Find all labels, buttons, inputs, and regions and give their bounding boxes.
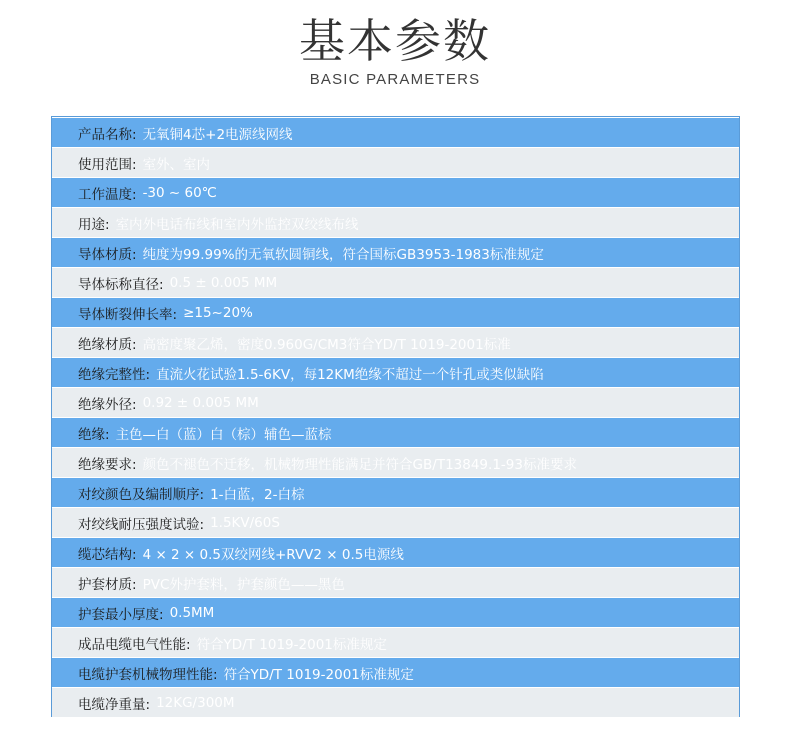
param-value: 1.5KV/60S xyxy=(210,514,280,531)
param-value: 符合YD/T 1019-2001标准规定 xyxy=(223,666,414,683)
param-label: 缆芯结构: xyxy=(78,546,137,563)
param-value: 无氧铜4芯+2电源线网线 xyxy=(142,126,293,143)
param-row xyxy=(52,268,739,297)
param-label: 护套最小厚度: xyxy=(78,606,164,623)
param-value: 直流火花试验1.5-6KV，每12KM绝缘不超过一个针孔或类似缺陷 xyxy=(156,366,544,383)
param-label: 成品电缆电气性能: xyxy=(78,636,191,653)
param-label: 绝缘完整性: xyxy=(78,366,151,383)
parameters-table xyxy=(51,116,740,717)
param-label: 用途: xyxy=(78,216,110,233)
param-label: 护套材质: xyxy=(78,576,137,593)
param-value: PVC外护套料，护套颜色——黑色 xyxy=(142,576,345,593)
param-value: 主色—白（蓝）白（棕）辅色—蓝棕 xyxy=(115,426,332,443)
param-row xyxy=(52,148,739,177)
page-title: 基本参数 xyxy=(299,14,491,68)
param-value: 4 × 2 × 0.5双绞网线+RVV2 × 0.5电源线 xyxy=(142,546,404,563)
param-label: 导体标称直径: xyxy=(78,276,164,293)
param-row xyxy=(52,688,739,717)
param-row xyxy=(52,208,739,237)
param-value: 高密度聚乙烯，密度0.960G/CM3符合YD/T 1019-2001标准 xyxy=(142,336,511,353)
param-label: 对绞颜色及编制顺序: xyxy=(78,486,205,503)
param-row xyxy=(52,628,739,657)
param-value: 室内外电话布线和室内外监控双绞线布线 xyxy=(115,216,359,233)
param-value: 室外、室内 xyxy=(142,156,211,173)
param-label: 工作温度: xyxy=(78,186,137,203)
param-row xyxy=(52,178,739,207)
param-row xyxy=(52,388,739,417)
param-value: ≥15~20% xyxy=(183,304,253,321)
param-label: 产品名称: xyxy=(78,126,137,143)
param-row xyxy=(52,448,739,477)
param-value: -30 ~ 60℃ xyxy=(142,184,217,201)
param-label: 电缆净重量: xyxy=(78,696,151,713)
param-label: 导体材质: xyxy=(78,246,137,263)
param-value: 纯度为99.99%的无氧软圆铜线，符合国标GB3953-1983标准规定 xyxy=(142,246,544,263)
param-value: 12KG/300M xyxy=(156,694,235,711)
param-row xyxy=(52,598,739,627)
param-row xyxy=(52,538,739,567)
param-label: 绝缘要求: xyxy=(78,456,137,473)
param-label: 绝缘: xyxy=(78,426,110,443)
param-row xyxy=(52,328,739,357)
param-row xyxy=(52,118,739,147)
param-label: 电缆护套机械物理性能: xyxy=(78,666,218,683)
param-row xyxy=(52,298,739,327)
param-row xyxy=(52,658,739,687)
param-label: 使用范围: xyxy=(78,156,137,173)
param-value: 0.92 ± 0.005 MM xyxy=(142,394,259,411)
param-value: 符合YD/T 1019-2001标准规定 xyxy=(196,636,387,653)
param-label: 绝缘外径: xyxy=(78,396,137,413)
page-subtitle: BASIC PARAMETERS xyxy=(309,71,481,88)
param-label: 绝缘材质: xyxy=(78,336,137,353)
param-label: 导体断裂伸长率: xyxy=(78,306,178,323)
param-row xyxy=(52,478,739,507)
param-value: 0.5MM xyxy=(169,604,215,621)
param-value: 1-白蓝，2-白棕 xyxy=(210,486,305,503)
param-row xyxy=(52,418,739,447)
param-label: 对绞线耐压强度试验: xyxy=(78,516,205,533)
param-value: 颜色不褪色不迁移，机械物理性能满足并符合GB/T13849.1-93标准要求 xyxy=(142,456,577,473)
param-row xyxy=(52,358,739,387)
param-row xyxy=(52,508,739,537)
param-row xyxy=(52,238,739,267)
param-value: 0.5 ± 0.005 MM xyxy=(169,274,278,291)
param-row xyxy=(52,568,739,597)
